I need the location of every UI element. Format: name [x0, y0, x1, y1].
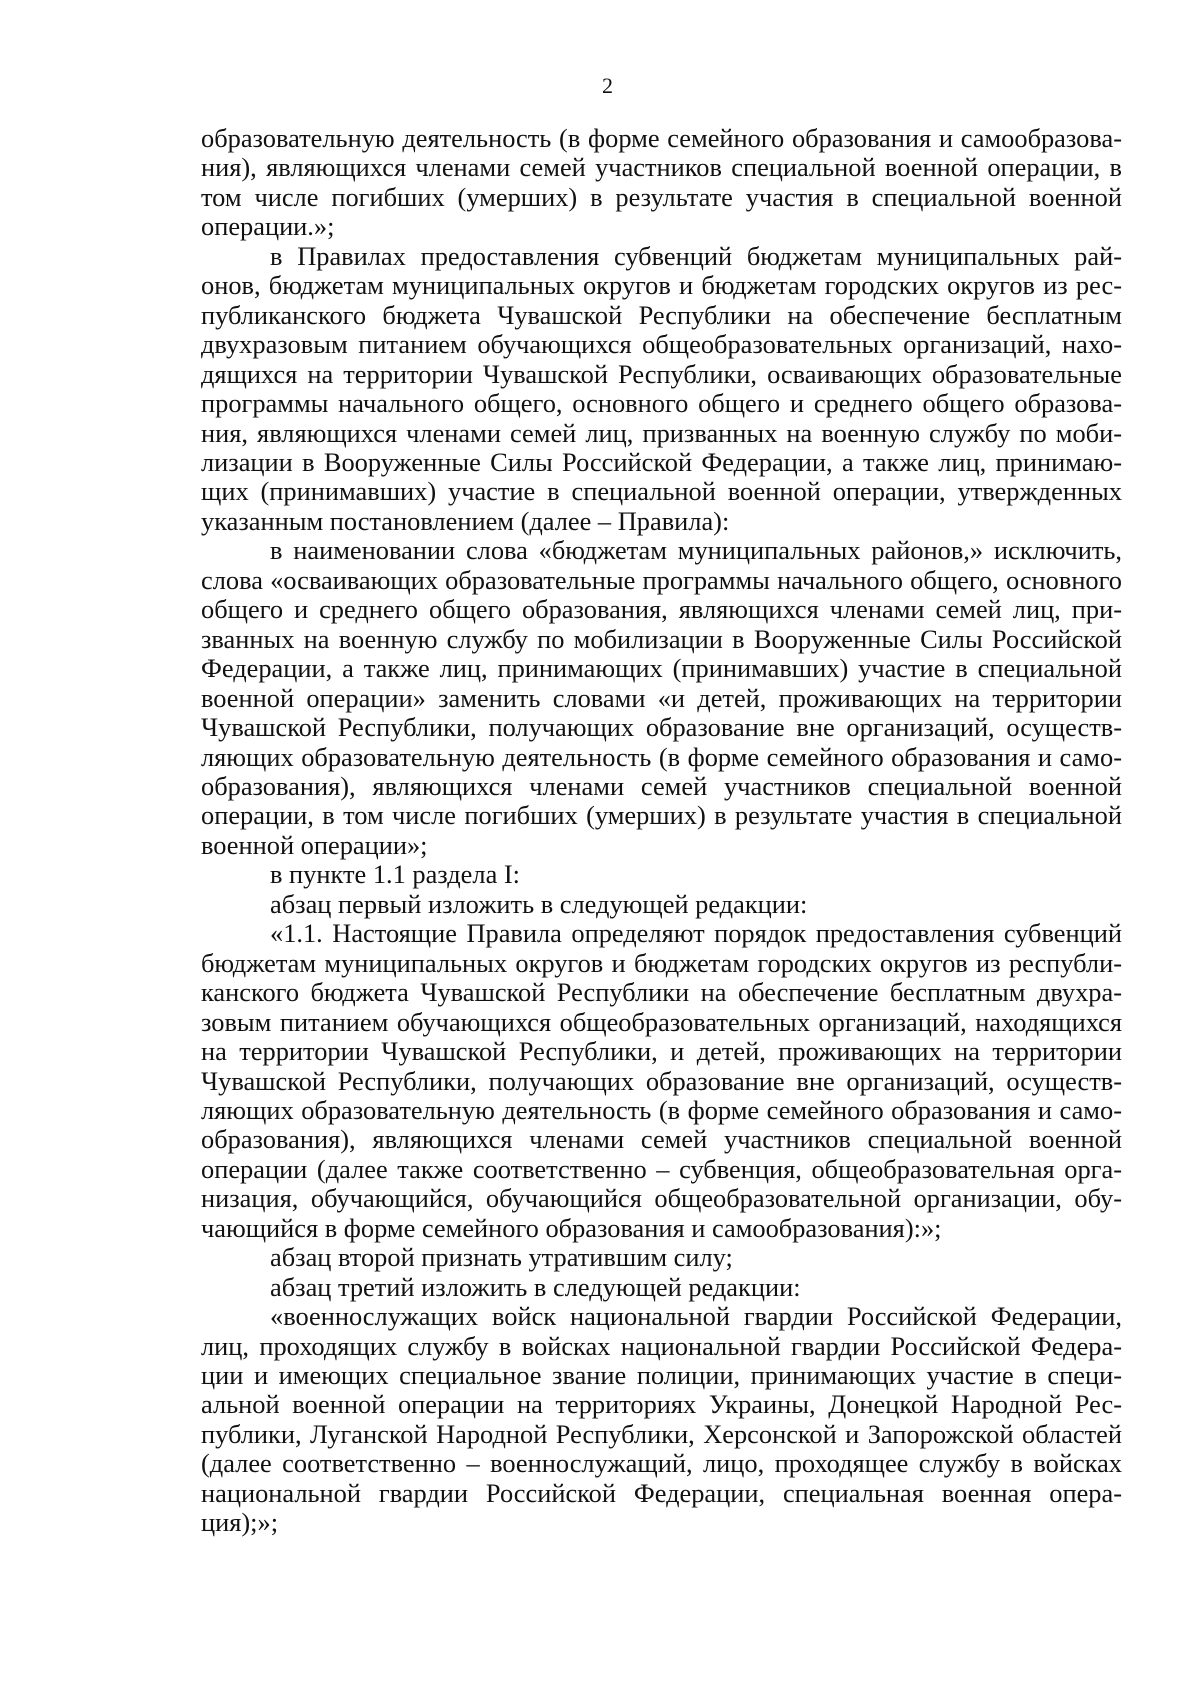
paragraph-point-1-1: в пункте 1.1 раздела I: — [270, 859, 521, 890]
paragraph-quoted-servicemen: «военнослужащих войск национальной гвардии Российской Федерации, лиц, проходящих службу в войсках национальной гвардии Российской Федерации и имеющих специальное звание полиции, принимающих участие в специальной военной операции на территориях Украины, Донецкой Народной Республики, Луганской Народной Республики, Херсонской и Запорожской областей (далее соответственно – военнослужащий, лицо, проходящее службу в войсках национальной гвардии Российской Федерации, специальная военная операция);»; — [201, 1301, 1122, 1538]
paragraph-second-abzac: абзац второй признать утратившим силу; — [270, 1242, 733, 1273]
paragraph-title-amendment: в наименовании слова «бюджетам муниципальных районов,» исключить, слова «осваивающих образовательные программы начального общего, основного общего и среднего общего образования, являющихся членами семей лиц, призванных на военную службу по мобилизации в Вооруженные Силы Российской Федерации, а также лиц, принимающих (принимавших) участие в специальной военной операции» заменить словами «и детей, проживающих на территории Чувашской Республики, получающих образование вне организаций, осуществляющих образовательную деятельность (в форме семейного образования и самообразования), являющихся членами семей участников специальной военной операции, в том числе погибших (умерших) в результате участия в специальной военной операции»; — [201, 535, 1122, 860]
document-body — [201, 124, 1122, 1538]
paragraph-quoted-1-1: «1.1. Настоящие Правила определяют порядок предоставления субвенций бюджетам муниципальных округов и бюджетам городских округов из республиканского бюджета Чувашской Республики на обеспечение бесплатным двухразовым питанием обучающихся общеобразовательных организаций, находящихся на территории Чувашской Республики, и детей, проживающих на территории Чувашской Республики, получающих образование вне организаций, осуществляющих образовательную деятельность (в форме семейного образования и самообразования), являющихся членами семей участников специальной военной операции (далее также соответственно – субвенция, общеобразовательная организация, обучающийся, обучающийся общеобразовательной организации, обучающийся в форме семейного образования и самообразования):»; — [201, 918, 1122, 1243]
page-number: 2 — [602, 73, 613, 98]
paragraph-third-abzac: абзац третий изложить в следующей редакции: — [270, 1271, 801, 1302]
paragraph-continuation: образовательную деятельность (в форме семейного образования и самообразования), являющихся членами семей участников специальной военной операции, в том числе погибших (умерших) в результате участия в специальной военной операции.»; — [201, 123, 1122, 242]
paragraph-first-abzac: абзац первый изложить в следующей редакции: — [270, 888, 808, 919]
paragraph-rules-intro: в Правилах предоставления субвенций бюджетам муниципальных районов, бюджетам муниципальных округов и бюджетам городских округов из республиканского бюджета Чувашской Республики на обеспечение бесплатным двухразовым питанием обучающихся общеобразовательных организаций, находящихся на территории Чувашской Республики, осваивающих образовательные программы начального общего, основного общего и среднего общего образования, являющихся членами семей лиц, призванных на военную службу по мобилизации в Вооруженные Силы Российской Федерации, а также лиц, принимающих (принимавших) участие в специальной военной операции, утвержденных указанным постановлением (далее – Правила): — [201, 240, 1122, 536]
